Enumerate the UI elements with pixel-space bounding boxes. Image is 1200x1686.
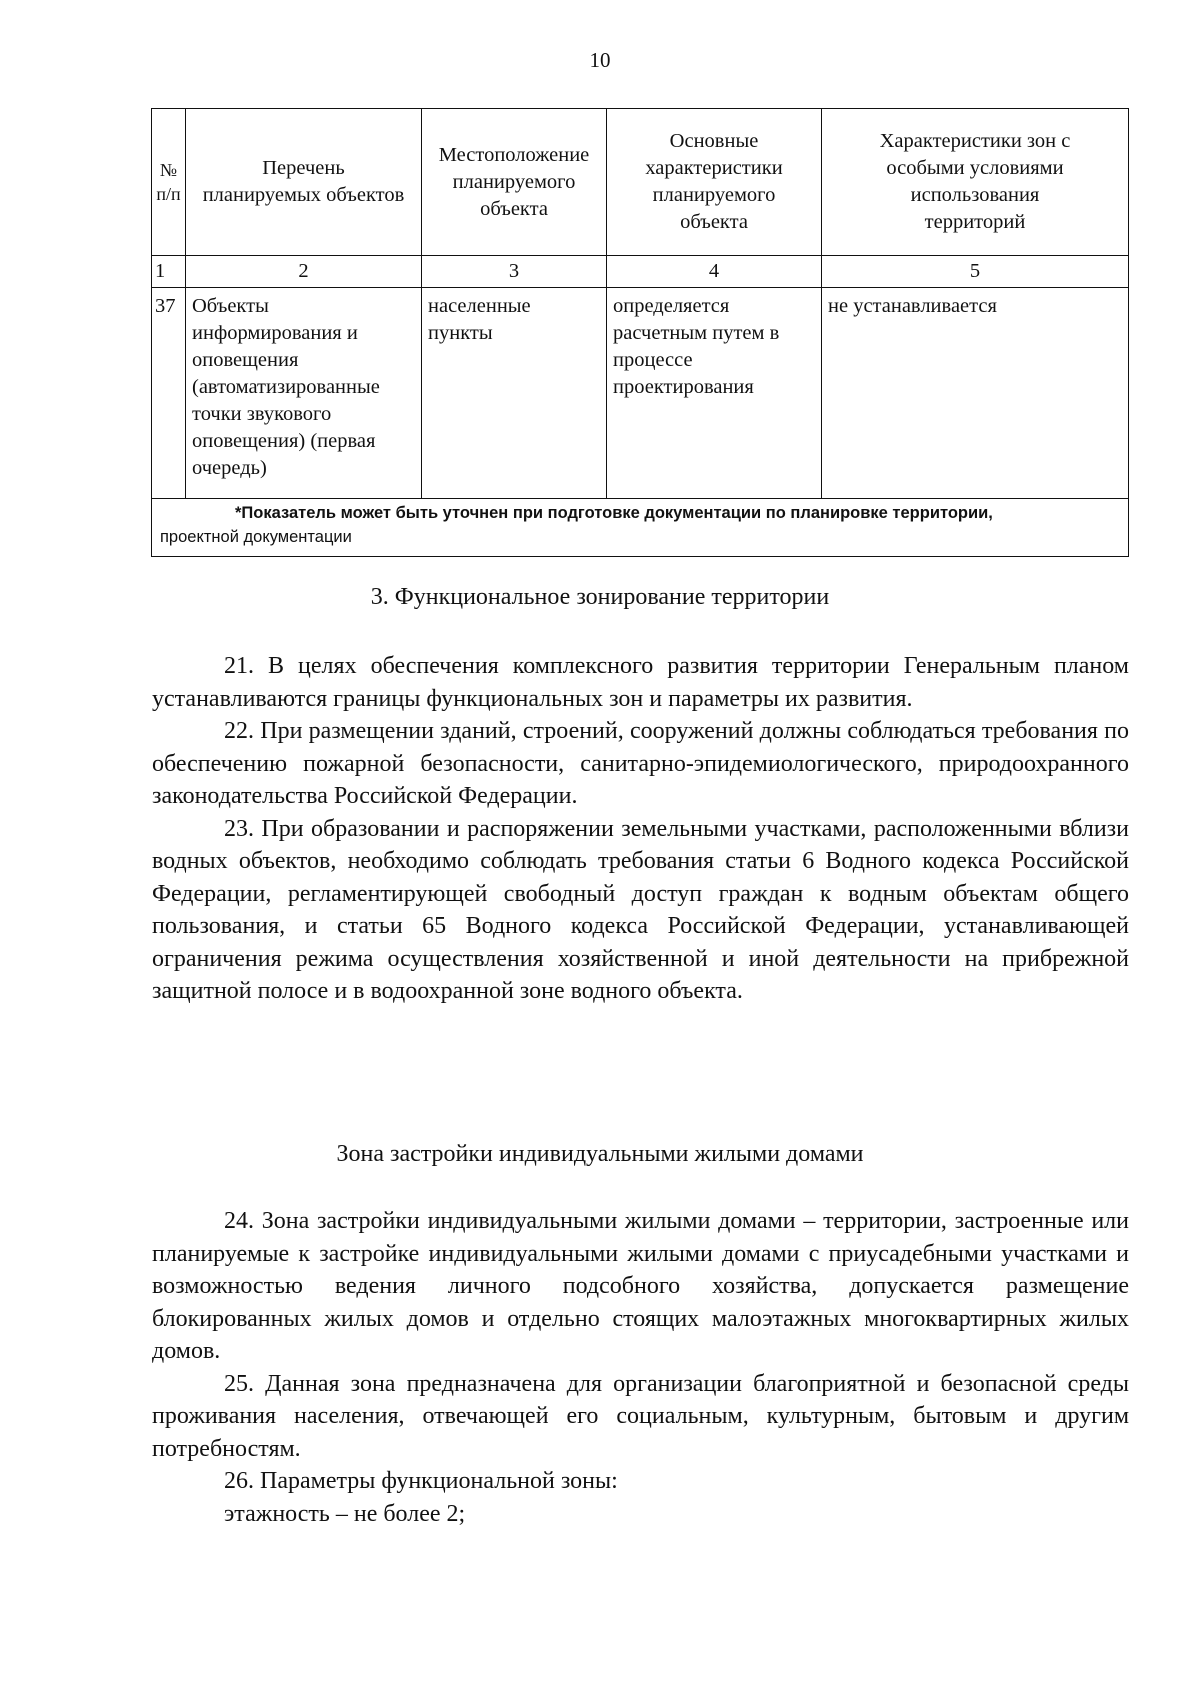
column-number-row <box>152 256 1129 288</box>
column-number: 2 <box>186 256 422 288</box>
table-header-row <box>152 109 1129 256</box>
column-number: 4 <box>607 256 822 288</box>
header-location: Местоположение планируемого объекта <box>422 109 607 256</box>
zone-body <box>152 1205 1129 1530</box>
footnote-line-1: *Показатель может быть уточнен при подготовке документации по планировке территории, <box>235 504 993 522</box>
table-row <box>152 288 1129 499</box>
paragraph-26: 26. Параметры функциональной зоны: <box>224 1468 618 1494</box>
paragraph-24: 24. Зона застройки индивидуальными жилыми домами – территории, застроенные или планируемые к застройке индивидуальными жилыми домами с приусадебными участками и возможностью ведения личного подсобного хозяйства, допускается размещение блокированных жилых домов и отдельно стоящих малоэтажных многоквартирных жилых домов. <box>152 1208 1129 1364</box>
table-footnote-row <box>152 499 1129 557</box>
paragraph-22: 22. При размещении зданий, строений, сооружений должны соблюдаться требования по обеспечению пожарной безопасности, санитарно-эпидемиологического, природоохранного законодательства Российской Федерации. <box>152 718 1129 809</box>
paragraph-23: 23. При образовании и распоряжении земельными участками, расположенными вблизи водных объектов, необходимо соблюдать требования статьи 6 Водного кодекса Российской Федерации, регламентирующей свободный доступ граждан к водным объектам общего пользования, и статьи 65 Водного кодекса Российской Федерации, устанавливающей ограничения режима осуществления хозяйственной и иной деятельности на прибрежной защитной полосе и в водоохранной зоне водного объекта. <box>152 815 1129 1004</box>
row-number: 37 <box>152 288 186 499</box>
column-number: 5 <box>822 256 1129 288</box>
floors-parameter: этажность – не более 2; <box>224 1500 466 1527</box>
page-number: 10 <box>589 48 611 72</box>
header-objects: Перечень планируемых объектов <box>186 109 422 256</box>
section-3-body <box>152 650 1129 1008</box>
header-number: № п/п <box>152 109 186 256</box>
row-location: населенные пункты <box>422 288 607 499</box>
planned-objects-table <box>151 108 1129 557</box>
paragraph-25: 25. Данная зона предназначена для организации благоприятной и безопасной среды проживания населения, отвечающей его социальным, культурным, бытовым и другим потребностям. <box>152 1370 1129 1462</box>
paragraph-21: 21. В целях обеспечения комплексного развития территории Генеральным планом устанавливаются границы функциональных зон и параметры их развития. <box>152 653 1129 712</box>
column-number: 1 <box>152 256 186 288</box>
footnote-line-2: проектной документации <box>160 528 352 546</box>
column-number: 3 <box>422 256 607 288</box>
header-zones: Характеристики зон с особыми условиями использования территорий <box>822 109 1129 256</box>
zone-title: Зона застройки индивидуальными жилыми домами <box>336 1141 864 1167</box>
row-objects: Объекты информирования и оповещения (автоматизированные точки звукового оповещения) (первая очередь) <box>186 288 422 499</box>
row-characteristics: определяется расчетным путем в процессе проектирования <box>607 288 822 499</box>
section-title: 3. Функциональное зонирование территории <box>370 584 830 610</box>
row-zones: не устанавливается <box>822 288 1129 499</box>
header-characteristics: Основные характеристики планируемого объекта <box>607 109 822 256</box>
table-footnote <box>152 499 1129 557</box>
